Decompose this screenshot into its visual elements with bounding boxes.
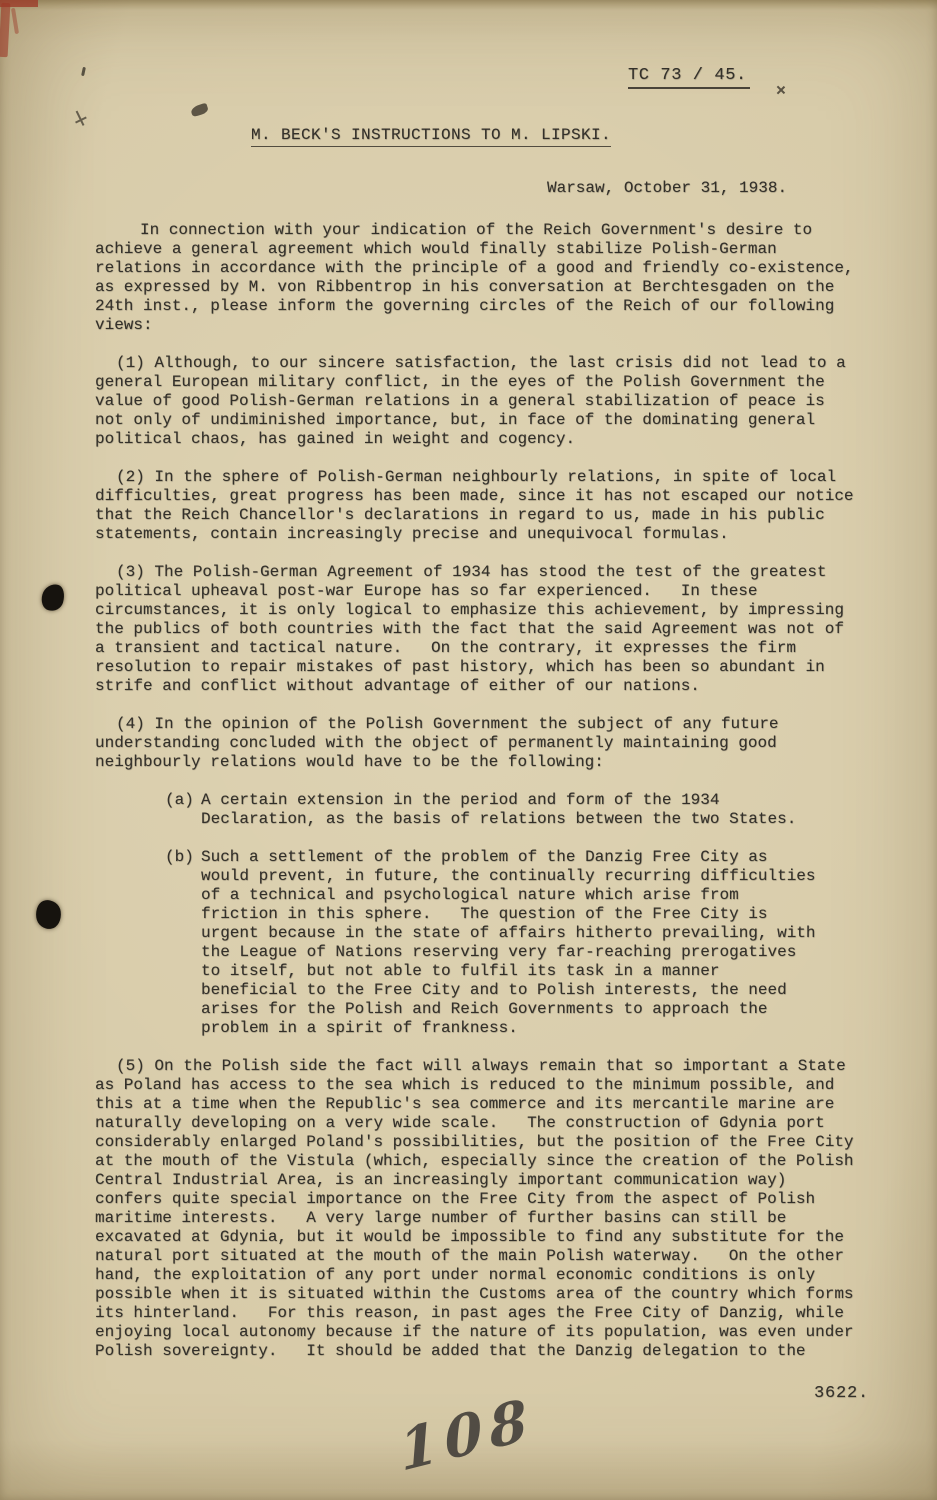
pencil-mark	[71, 108, 90, 128]
paragraph-number: (2)	[116, 468, 145, 486]
stray-x-mark	[776, 85, 785, 94]
document-title: M. BECK'S INSTRUCTIONS TO M. LIPSKI.	[251, 126, 611, 147]
numbered-paragraph-4	[95, 715, 863, 772]
document-reference: TC 73 / 45.	[628, 66, 750, 89]
ink-smudge	[190, 103, 209, 118]
paragraph-number: (1)	[116, 354, 145, 372]
numbered-paragraph-5	[95, 1057, 863, 1361]
document-body	[95, 221, 863, 1380]
punch-hole	[39, 581, 68, 613]
paragraph-text: In the opinion of the Polish Government the subject of any future understanding concluded with the object of permanently maintaining good neighbourly relations would have to be the following:	[95, 715, 789, 771]
paragraph-number: (4)	[116, 715, 145, 733]
ink-speck	[81, 67, 86, 76]
sub-paragraph-b	[165, 848, 825, 1038]
paragraph-number: (3)	[116, 563, 145, 581]
paragraph-text: The Polish-German Agreement of 1934 has stood the test of the greatest political upheaval post-war Europe has so far experienced. In these circumstances, it is only logical to emphasize this achievement, by impressing the publics of both countries with the fact that the said Agreement was not of a transient and tactical nature. On the contrary, it expresses the firm resolution to repair mistakes of past history, which has been so abundant in strife and conflict without advantage of either of our nations.	[95, 563, 854, 695]
dateline: Warsaw, October 31, 1938.	[547, 179, 788, 197]
sub-paragraph-a	[165, 791, 825, 829]
paragraph-text: Such a settlement of the problem of the Danzig Free City as would prevent, in future, the continually recurring difficulties of a technical and psychological nature which arise from friction in this sphere. The question of the Free City is urgent because in the state of affairs hitherto prevailing, with the League of Nations reserving very far-reaching prerogatives to itself, but not able to fulfil its task in a manner beneficial to the Free City and to Polish interests, the need arises for the Polish and Reich Governments to approach the problem in a spirit of frankness.	[201, 848, 826, 1037]
intro-paragraph: In connection with your indication of the Reich Government's desire to achieve a general agreement which would finally stabilize Polish-German relations in accordance with the principle of a good and friendly co-existence, as expressed by M. von Ribbentrop in his conversation at Berchtesgaden on the 24th inst., please inform the governing circles of the Reich of our following views:	[95, 221, 864, 334]
paragraph-text: Although, to our sincere satisfaction, the last crisis did not lead to a general European military conflict, in the eyes of the Polish Government the value of good Polish-German relations in a general stabilization of peace is not only of undiminished importance, but, in face of the dominating general political chaos, has gained in weight and cogency.	[95, 354, 856, 448]
sub-paragraph-letter: (a)	[165, 791, 194, 809]
numbered-paragraph-2	[95, 468, 863, 544]
sub-paragraph-letter: (b)	[165, 848, 194, 866]
numbered-paragraph-1	[95, 354, 863, 449]
paragraph-text: A certain extension in the period and form of the 1934 Declaration, as the basis of relations between the two States.	[201, 791, 797, 828]
red-ink-mark	[0, 3, 10, 57]
paragraph-text: On the Polish side the fact will always remain that so important a State as Poland has access to the sea which is reduced to the minimum possible, and this at a time when the Republic's sea commerce and its mercantile marine are naturally developing on a very wide scale. The construction of Gdynia port considerably enlarged Poland's possibilities, but the position of the Free City at the mouth of the Vistula (which, especially since the creation of the Polish Central Industrial Area, is an increasingly important communication way) confers quite special importance on the Free City from the aspect of Polish maritime interests. A very large number of further basins can still be excavated at Gdynia, but it would be impossible to find any substitute for the natural port situated at the mouth of the main Polish waterway. On the other hand, the exploitation of any port under normal economic conditions is only possible when it is situated within the Customs area of the country which forms its hinterland. For this reason, in past ages the Free City of Danzig, while enjoying local autonomy because if the nature of its population, was even under Polish sovereignty. It should be added that the Danzig delegation to the	[95, 1057, 864, 1360]
handwritten-page-number: 108	[396, 1385, 538, 1485]
red-ink-mark	[11, 8, 19, 34]
paragraph-number: (5)	[116, 1057, 145, 1075]
paragraph-text: In the sphere of Polish-German neighbourly relations, in spite of local difficulties, great progress has been made, since it has not escaped our notice that the Reich Chancellor's declarations in regard to us, made in his public statements, contain increasingly precise and unequivocal formulas.	[95, 468, 864, 543]
punch-hole	[34, 898, 63, 930]
numbered-paragraph-3	[95, 563, 863, 696]
typed-page-number: 3622.	[814, 1384, 870, 1403]
